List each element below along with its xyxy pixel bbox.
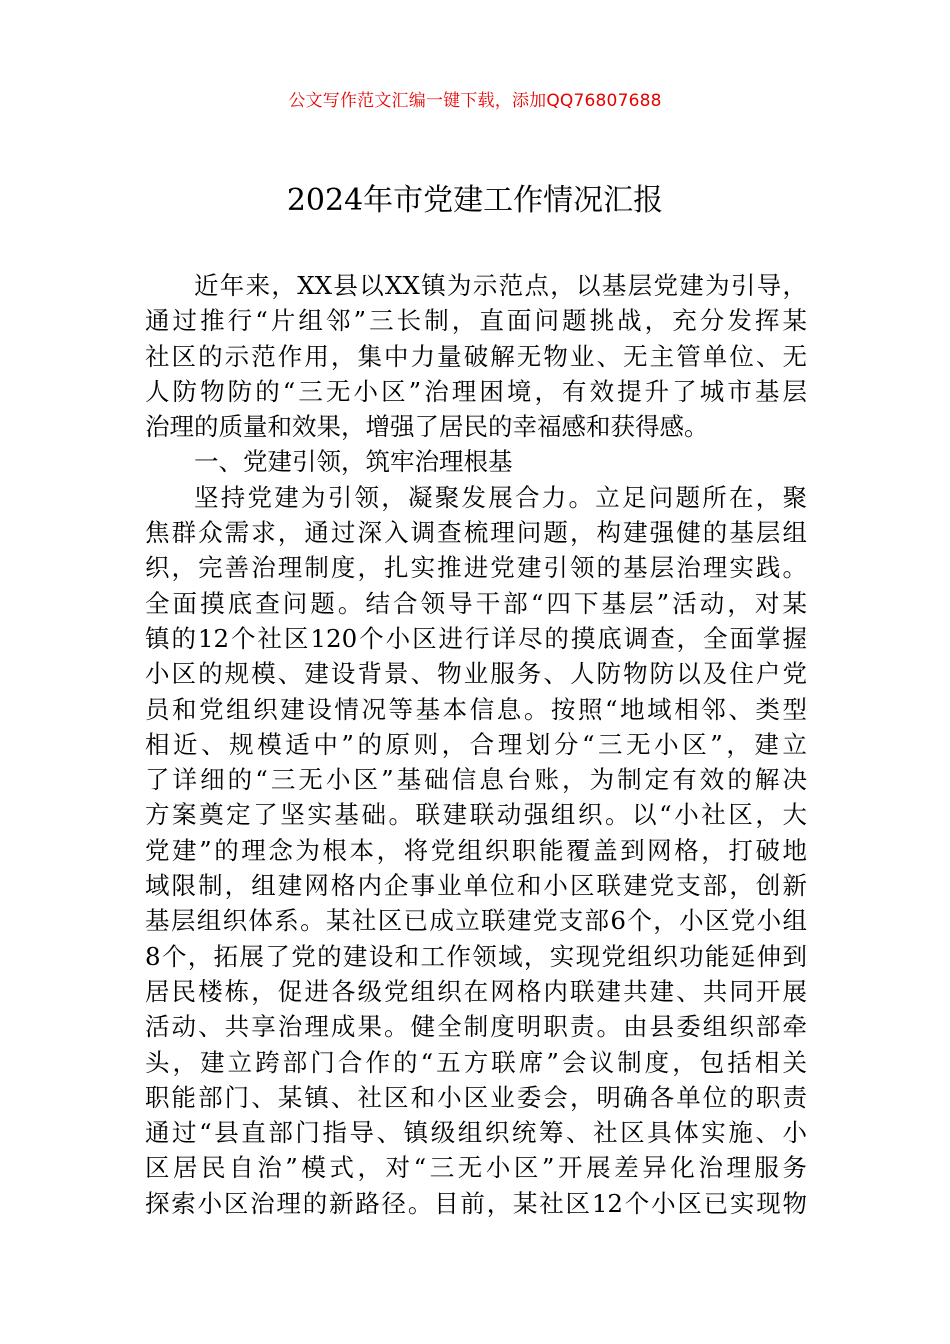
paragraph-line: 区居民自治”模式，对“三无小区”开展差异化治理服务 [145, 1153, 807, 1183]
paragraph-line: 方案奠定了坚实基础。联建联动强组织。以“小社区，大 [145, 800, 807, 830]
paragraph-line: 近年来，XX县以XX镇为示范点，以基层党建为引导， [194, 271, 807, 300]
paragraph-line: 坚持党建为引领，凝聚发展合力。立足问题所在，聚 [194, 482, 807, 512]
header-watermark: 公文写作范文汇编一键下载，添加QQ76807688 [288, 91, 662, 111]
section-heading: 一、党建引领，筑牢治理根基 [194, 447, 513, 477]
paragraph-line: 相近、规模适中”的原则，合理划分“三无小区”，建立 [145, 729, 807, 759]
paragraph-line: 职能部门、某镇、社区和小区业委会，明确各单位的职责 [145, 1082, 807, 1112]
paragraph-line: 治理的质量和效果，增强了居民的幸福感和获得感。 [145, 412, 709, 442]
paragraph-line: 8个，拓展了党的建设和工作领域，实现党组织功能延伸到 [145, 941, 807, 971]
document-body [145, 268, 807, 1221]
paragraph-line: 社区的示范作用，集中力量破解无物业、无主管单位、无 [145, 341, 807, 371]
paragraph-line: 小区的规模、建设背景、物业服务、人防物防以及住户党 [145, 659, 807, 689]
paragraph-line: 人防物防的“三无小区”治理困境，有效提升了城市基层 [145, 376, 807, 406]
paragraph-line: 活动、共享治理成果。健全制度明职责。由县委组织部牵 [145, 1012, 807, 1042]
paragraph-line: 通过“县直部门指导、镇级组织统筹、社区具体实施、小 [145, 1118, 807, 1148]
document-title: 2024年市党建工作情况汇报 [286, 183, 664, 218]
paragraph-line: 域限制，组建网格内企事业单位和小区联建党支部，创新 [145, 871, 807, 901]
paragraph-line: 全面摸底查问题。结合领导干部“四下基层”活动，对某 [145, 588, 807, 618]
paragraph-line: 头，建立跨部门合作的“五方联席”会议制度，包括相关 [145, 1047, 807, 1077]
paragraph-line: 通过推行“片组邻”三长制，直面问题挑战，充分发挥某 [145, 306, 807, 336]
paragraph-line: 党建”的理念为根本，将党组织职能覆盖到网格，打破地 [145, 835, 807, 865]
paragraph-line: 焦群众需求，通过深入调查梳理问题，构建强健的基层组 [145, 518, 807, 548]
paragraph-line: 织，完善治理制度，扎实推进党建引领的基层治理实践。 [145, 553, 807, 583]
paragraph-line: 员和党组织建设情况等基本信息。按照“地域相邻、类型 [145, 694, 807, 724]
paragraph-line: 基层组织体系。某社区已成立联建党支部6个，小区党小组 [145, 906, 807, 936]
paragraph-line: 居民楼栋，促进各级党组织在网格内联建共建、共同开展 [145, 976, 807, 1006]
paragraph-line: 镇的12个社区120个小区进行详尽的摸底调查，全面掌握 [145, 623, 807, 653]
paragraph-line: 了详细的“三无小区”基础信息台账，为制定有效的解决 [145, 765, 807, 795]
paragraph-line: 探索小区治理的新路径。目前，某社区12个小区已实现物 [145, 1188, 807, 1218]
